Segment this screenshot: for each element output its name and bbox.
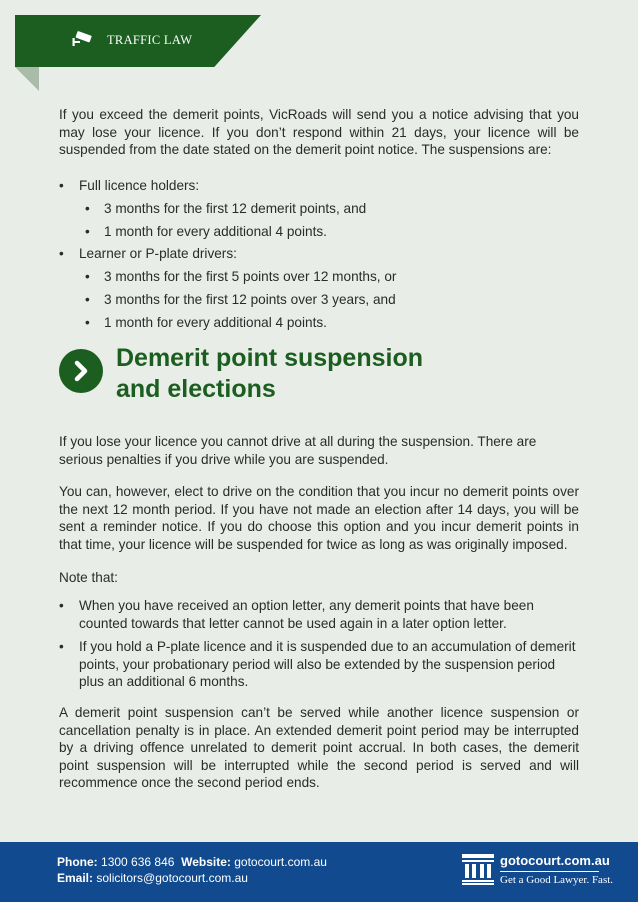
paragraph: You can, however, elect to drive on the condition that you incur no demerit points over the next 12 month period. If you have not made an election after 14 days, you will be sent a reminder notice. If you do choose this option and you incur demerit points in that time, your licence will be suspended for twice as long as was originally imposed. [59,484,579,552]
chevron-right-icon [71,360,91,382]
phone-number[interactable]: 1300 636 846 [101,855,175,869]
list-item [59,243,579,266]
list-item-label: Full licence holders: [79,178,200,193]
list-item [59,638,579,691]
logo-tagline: Get a Good Lawyer. Fast. [500,874,614,886]
paragraph: If you lose your licence you cannot drive at all during the suspension. There are serious penalties if you drive while you are suspended. [59,434,537,467]
phone-label: Phone: [57,855,98,869]
note-intro: Note that: [59,570,118,585]
suspension-list [59,175,579,335]
list-item-label: Learner or P-plate drivers: [79,246,237,262]
body-text [59,569,579,587]
section-label: TRAFFIC LAW [107,33,193,47]
list-item [59,312,579,335]
footer-email-line [57,871,248,886]
section-title-line: Demerit point suspension [116,344,423,372]
list-item [59,266,579,289]
tab-fold [15,67,39,91]
website-link[interactable]: gotocourt.com.au [234,855,327,869]
cctv-camera-icon [72,31,94,47]
body-text [59,704,579,792]
email-link[interactable]: solicitors@gotocourt.com.au [96,871,248,885]
list-item [59,597,579,632]
list-item-text: 3 months for the first 5 points over 12 months, or [104,269,397,285]
intro-paragraph: If you exceed the demerit points, VicRoads will send you a notice advising that you may lose your licence. If you don’t respond within 21 days, your licence will be suspended from the date stated on the demerit point notice. The suspensions are: [59,107,579,158]
email-label: Email: [57,871,94,885]
list-item-text: If you hold a P-plate licence and it is suspended due to an accumulation of demerit points, your probationary period will also be extended by the suspension period plus an additional 6 months. [79,639,576,690]
list-item-text: 3 months for the first 12 demerit points, and [104,200,367,216]
footer-contact-line [57,855,327,870]
list-item [59,289,579,312]
list-item-text: 3 months for the first 12 points over 3 years, and [104,291,396,307]
paragraph: A demerit point suspension can’t be served while another licence suspension or cancellation penalty is in place. An extended demerit point period may be interrupted by a driving offence unrelated to demerit point accrual. In both cases, the demerit point suspension will be interrupted while the second period is served and will recommence once the second period ends. [59,705,579,791]
body-text [59,483,579,553]
section-title-line: and elections [116,375,276,403]
intro-block [59,106,579,159]
list-item [59,198,579,221]
list-item [59,175,579,198]
logo-name: gotocourt.com.au [500,853,610,868]
list-item-text: When you have received an option letter, any demerit points that have been counted towards that letter cannot be used again in a later option letter. [79,598,534,631]
section-title [116,343,536,405]
logo-divider [500,871,599,872]
list-item [59,221,579,244]
chevron-circle [59,349,103,393]
website-label: Website: [181,855,231,869]
footer [0,842,638,902]
list-item-text: 1 month for every additional 4 points. [104,314,327,330]
courthouse-icon [462,854,494,885]
body-text [59,433,579,468]
list-item-text: 1 month for every additional 4 points. [104,223,327,239]
notes-list [59,597,579,691]
